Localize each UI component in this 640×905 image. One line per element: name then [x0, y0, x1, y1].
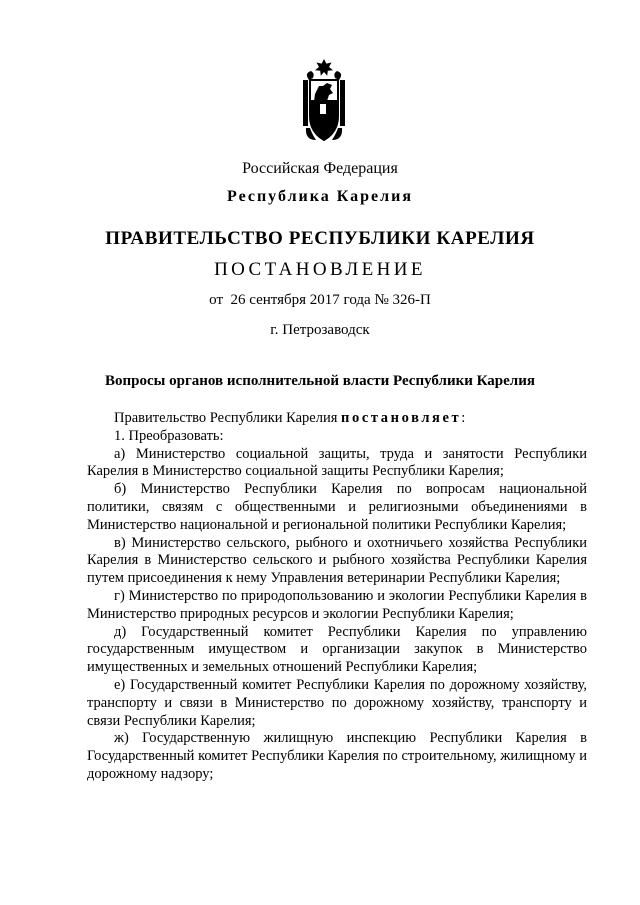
- item-1-heading: 1. Преобразовать:: [114, 427, 224, 444]
- paragraph-a: а) Министерство социальной защиты, труда и занятости Республики Карелия в Министерство социальной защиты Республики Карелия;: [87, 445, 587, 480]
- document-type: ПОСТАНОВЛЕНИЕ: [214, 259, 426, 280]
- document-body: [87, 410, 587, 784]
- paragraph-g: г) Министерство по природопользованию и экологии Республики Карелия в Министерство природных ресурсов и экологии Республики Карелия;: [87, 587, 587, 622]
- document-subject: Вопросы органов исполнительной власти Республики Карелия: [105, 373, 535, 389]
- intro-paragraph: [87, 410, 587, 428]
- karelia-coat-of-arms-emblem: [300, 58, 348, 148]
- republic-name: Республика Карелия: [227, 188, 413, 205]
- country-name: Российская Федерация: [242, 160, 398, 177]
- intro-verb: постановляет: [341, 410, 462, 426]
- paragraph-d: д) Государственный комитет Республики Карелия по управлению государственным имуществом и организации закупок в Министерство имущественных и земельных отношений Республики Карелия;: [87, 623, 587, 676]
- paragraph-zh: ж) Государственную жилищную инспекцию Республики Карелия в Государственный комитет Республики Карелия по строительному, жилищному и дорожному надзору;: [87, 730, 587, 782]
- paragraph-v: в) Министерство сельского, рыбного и охотничьего хозяйства Республики Карелия в Министерство сельского и рыбного хозяйства Республики Карелия путем присоединения к нему Управления ветеринарии Республики Карелия;: [87, 534, 587, 587]
- intro-prefix: Правительство Республики Карелия: [114, 410, 342, 426]
- paragraph-b: б) Министерство Республики Карелия по вопросам национальной политики, связям с общественными и религиозными объединениями в Министерство национальной и региональной политики Республики Карелия;: [87, 481, 587, 533]
- document-date-number: от 26 сентября 2017 года № 326-П: [209, 292, 431, 308]
- document-city: г. Петрозаводск: [270, 322, 370, 338]
- intro-suffix: :: [461, 410, 466, 426]
- government-title: ПРАВИТЕЛЬСТВО РЕСПУБЛИКИ КАРЕЛИЯ: [105, 228, 535, 249]
- paragraph-e: е) Государственный комитет Республики Карелия по дорожному хозяйству, транспорту и связи в Министерство по дорожному хозяйству, транспорту и связи Республики Карелия;: [87, 676, 587, 729]
